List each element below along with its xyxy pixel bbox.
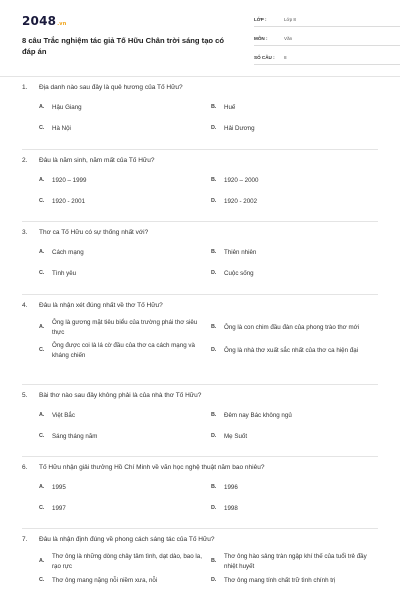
- option-text: Ông là gương mặt tiêu biểu của trường phái thơ siêu thực: [52, 319, 198, 336]
- question-text: Đâu là nhận xét đúng nhất về thơ Tố Hữu?: [39, 302, 163, 309]
- logo-suffix: .vn: [57, 21, 67, 27]
- option-letter: D.: [211, 124, 217, 131]
- question-item: [22, 150, 378, 222]
- question-text: Đâu là năm sinh, năm mất của Tố Hữu?: [39, 157, 155, 164]
- question-item: [22, 385, 378, 457]
- question-text: Thơ ca Tố Hữu có sự thống nhất với?: [39, 229, 149, 236]
- question-header: [22, 156, 378, 166]
- option-text: 1996: [224, 484, 238, 491]
- option-grid: [22, 176, 378, 206]
- option-c[interactable]: [39, 341, 211, 360]
- question-item: [22, 529, 378, 600]
- logo-text: 2048: [22, 14, 57, 28]
- question-header: [22, 83, 378, 93]
- question-number: 3.: [22, 229, 28, 236]
- header: [22, 0, 378, 70]
- question-number: 2.: [22, 157, 28, 164]
- question-number: 1.: [22, 84, 28, 91]
- option-d[interactable]: [211, 124, 383, 134]
- question-list: [22, 77, 378, 600]
- option-letter: A.: [39, 557, 45, 564]
- option-c[interactable]: [39, 124, 211, 134]
- option-grid: [22, 411, 378, 441]
- option-letter: B.: [211, 249, 217, 255]
- option-text: Thơ ông mang tính chất trữ tình chính trị: [224, 577, 336, 584]
- option-text: Thơ ông mang nặng nỗi niềm xưa, nỗi: [52, 577, 158, 584]
- option-text: 1997: [52, 504, 66, 512]
- option-b[interactable]: [211, 411, 383, 421]
- question-header: [22, 301, 378, 311]
- option-text: 1995: [52, 484, 66, 491]
- option-text: Đêm nay Bác không ngủ: [224, 412, 292, 419]
- option-letter: C.: [39, 577, 45, 583]
- meta-value: Văn: [284, 36, 293, 41]
- meta-value: 8: [284, 55, 287, 60]
- option-grid: [22, 552, 378, 586]
- option-text: Thiên nhiên: [224, 249, 257, 256]
- option-letter: B.: [211, 323, 217, 330]
- option-b[interactable]: [211, 318, 383, 337]
- option-letter: B.: [211, 177, 217, 183]
- question-item: [22, 295, 378, 385]
- option-grid: [22, 248, 378, 278]
- option-text: 1920 – 2000: [224, 177, 259, 184]
- option-a[interactable]: [39, 176, 211, 186]
- question-item: [22, 222, 378, 295]
- question-header: [22, 463, 378, 473]
- option-letter: D.: [211, 504, 217, 511]
- option-letter: A.: [39, 412, 45, 418]
- option-letter: A.: [39, 484, 45, 490]
- option-letter: D.: [211, 197, 217, 204]
- meta-label: SỐ CÂU :: [254, 55, 275, 60]
- option-d[interactable]: [211, 504, 383, 514]
- option-text: Thơ ông hào sảng tràn ngập khí thế của tuổi trẻ đầy nhiệt huyết: [224, 553, 367, 570]
- option-d[interactable]: [211, 576, 383, 586]
- option-text: 1920 - 2001: [52, 197, 86, 205]
- option-grid: [22, 483, 378, 513]
- question-header: [22, 228, 378, 238]
- question-item: [22, 457, 378, 529]
- question-text: Đâu là nhận định đúng về phong cách sáng tác của Tố Hữu?: [39, 536, 215, 543]
- option-a[interactable]: [39, 103, 211, 113]
- option-c[interactable]: [39, 269, 211, 279]
- option-letter: C.: [39, 432, 45, 439]
- option-b[interactable]: [211, 483, 383, 493]
- meta-info: [254, 13, 400, 70]
- option-c[interactable]: [39, 504, 211, 514]
- option-letter: A.: [39, 249, 45, 255]
- option-letter: C.: [39, 197, 45, 204]
- meta-row-class: [254, 13, 400, 27]
- option-a[interactable]: [39, 318, 211, 337]
- option-text: Sáng tháng năm: [52, 432, 98, 440]
- option-text: Cách mạng: [52, 249, 84, 256]
- option-b[interactable]: [211, 103, 383, 113]
- option-text: Huế: [224, 104, 236, 111]
- question-item: [22, 77, 378, 150]
- question-number: 5.: [22, 392, 28, 399]
- option-d[interactable]: [211, 341, 383, 360]
- option-text: Thơ ông là những dòng chảy tâm tình, dạt dào, bao la, rạo rực: [52, 553, 202, 570]
- meta-row-subject: [254, 32, 400, 46]
- option-letter: B.: [211, 412, 217, 418]
- option-a[interactable]: [39, 248, 211, 258]
- option-text: Ông là nhà thơ xuất sắc nhất của thơ ca hiện đại: [224, 346, 359, 354]
- option-letter: B.: [211, 557, 217, 564]
- option-letter: A.: [39, 323, 45, 330]
- option-letter: C.: [39, 124, 45, 131]
- option-letter: D.: [211, 269, 217, 276]
- option-c[interactable]: [39, 432, 211, 442]
- meta-row-count: [254, 51, 400, 65]
- option-text: Tình yêu: [52, 269, 77, 277]
- option-a[interactable]: [39, 552, 211, 571]
- option-a[interactable]: [39, 483, 211, 493]
- option-letter: D.: [211, 346, 217, 353]
- question-text: Tố Hữu nhận giải thưởng Hồ Chí Minh về văn học nghệ thuật năm bao nhiêu?: [39, 464, 265, 471]
- option-d[interactable]: [211, 269, 383, 279]
- meta-label: LỚP :: [254, 17, 267, 22]
- question-text: Địa danh nào sau đây là quê hương của Tố Hữu?: [39, 84, 183, 91]
- question-header: [22, 391, 378, 401]
- question-number: 4.: [22, 302, 28, 309]
- question-header: [22, 535, 378, 545]
- option-b[interactable]: [211, 248, 383, 258]
- option-text: Hà Nội: [52, 124, 71, 132]
- option-letter: D.: [211, 577, 217, 583]
- option-d[interactable]: [211, 432, 383, 442]
- option-letter: D.: [211, 432, 217, 439]
- option-text: Ông được coi là lá cờ đầu của thơ ca cách mạng và kháng chiến: [52, 342, 195, 359]
- option-letter: A.: [39, 104, 45, 110]
- option-text: Hải Dương: [224, 124, 255, 132]
- option-d[interactable]: [211, 197, 383, 207]
- option-b[interactable]: [211, 176, 383, 186]
- option-b[interactable]: [211, 552, 383, 571]
- option-text: Mẹ Suốt: [224, 432, 248, 440]
- question-number: 7.: [22, 536, 28, 543]
- option-c[interactable]: [39, 197, 211, 207]
- option-text: Hậu Giang: [52, 104, 82, 111]
- option-letter: C.: [39, 504, 45, 511]
- option-text: Ông là con chim đầu đàn của phong trào thơ mới: [224, 323, 360, 331]
- page-title: 8 câu Trắc nghiệm tác giả Tố Hữu Chân trời sáng tạo có đáp án: [22, 36, 225, 56]
- meta-value: Lớp 8: [284, 17, 296, 22]
- option-letter: C.: [39, 346, 45, 353]
- option-text: Cuộc sống: [224, 269, 254, 277]
- option-text: 1920 – 1999: [52, 177, 87, 184]
- option-c[interactable]: [39, 576, 211, 586]
- option-letter: B.: [211, 104, 217, 110]
- option-letter: B.: [211, 484, 217, 490]
- option-letter: A.: [39, 177, 45, 183]
- option-text: Việt Bắc: [52, 412, 75, 419]
- option-letter: C.: [39, 269, 45, 276]
- option-text: 1998: [224, 504, 238, 512]
- option-grid: [22, 103, 378, 133]
- meta-label: MÔN :: [254, 36, 268, 41]
- question-number: 6.: [22, 464, 28, 471]
- option-grid: [22, 318, 378, 360]
- option-a[interactable]: [39, 411, 211, 421]
- question-text: Bài thơ nào sau đây không phải là của nhà thơ Tố Hữu?: [39, 392, 202, 399]
- option-text: 1920 - 2002: [224, 197, 258, 205]
